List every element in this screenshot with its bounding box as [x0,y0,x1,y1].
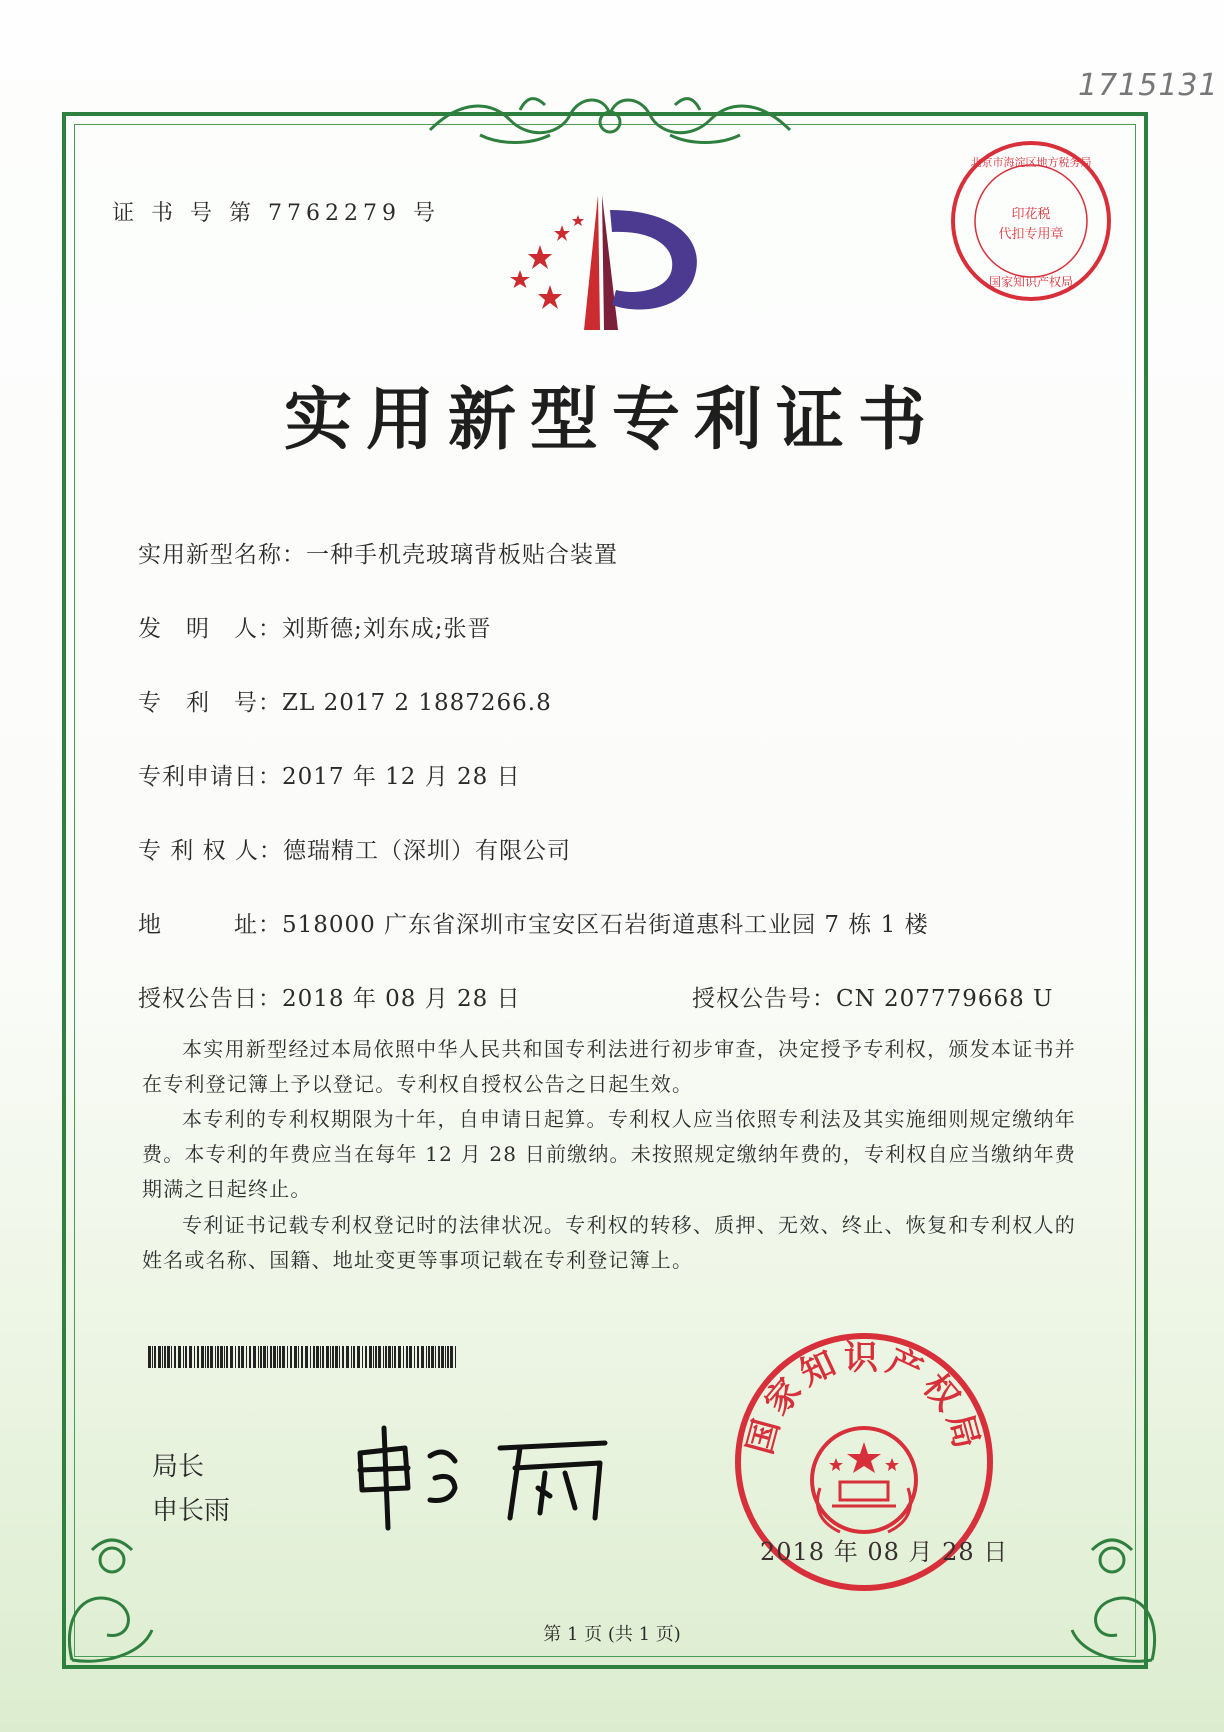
field-patentee [138,832,571,865]
barcode-bar [320,1346,321,1368]
top-ornament-icon [420,80,800,150]
field-value: 2018 年 08 月 28 日 [282,986,521,1012]
barcode-bar [335,1346,338,1368]
barcode-bar [162,1346,163,1368]
barcode-bar [428,1346,430,1368]
barcode-bar [246,1346,247,1368]
barcode-bar [217,1346,219,1368]
barcode-bar [435,1346,436,1368]
certificate-title: 实用新型专利证书 [283,380,940,460]
svg-text:国家知识产权局: 国家知识产权局 [988,275,1074,289]
director-title: 局长 [152,1452,205,1482]
field-label: 专 利 权 人： [138,838,283,864]
patent-office-logo-icon [500,190,710,340]
barcode-bar [383,1346,384,1368]
director-signature [350,1418,620,1538]
field-label: 地 址： [138,912,282,938]
barcode-bar [378,1346,381,1368]
barcode-bar [241,1346,244,1368]
field-grant-announcement-date [138,980,521,1013]
barcode-bar [201,1346,204,1368]
barcode-bar [310,1346,311,1368]
field-filing-date [138,758,521,791]
barcode-bar [158,1346,161,1368]
barcode-bar [183,1346,184,1368]
barcode-bar [167,1346,170,1368]
barcode-bar [455,1346,456,1368]
tax-stamp-seal [948,138,1114,304]
barcode-bar [342,1346,344,1368]
barcode-bar [260,1346,262,1368]
barcode-bar [450,1346,453,1368]
barcode-bar [235,1346,236,1368]
barcode-bar [215,1346,216,1368]
barcode-bar [164,1346,166,1368]
barcode-bar [253,1346,256,1368]
barcode-bar [226,1346,228,1368]
national-emblem-icon [812,1428,916,1532]
barcode-bar [207,1346,209,1368]
barcode-bar [409,1346,412,1368]
barcode-bar [353,1346,355,1368]
barcode-bar [417,1346,419,1368]
barcode-bar [365,1346,367,1368]
barcode-bar [326,1346,329,1368]
barcode [148,1346,458,1368]
barcode-bar [362,1346,363,1368]
barcode-bar [392,1346,393,1368]
seal-ring-text: 国家知识产权局 [740,1337,988,1459]
barcode-bar [357,1346,360,1368]
paragraph-2: 本专利的专利权期限为十年，自申请日起算。专利权人应当依照专利法及其实施细则规定缴纳年费。本专利的年费应当在每年 12 月 28 日前缴纳。未按照规定缴纳年费的，专利权自应当缴纳年费期满之日起终止。 [142,1107,1076,1201]
field-value: ZL 2017 2 1887266.8 [282,690,552,716]
barcode-bar [441,1346,444,1368]
barcode-bar [263,1346,266,1368]
field-utility-model-name [138,536,618,569]
barcode-bar [210,1346,213,1368]
svg-text:印花税: 印花税 [1011,207,1051,222]
corner-ornament-right-icon [1052,1530,1172,1670]
barcode-bar [258,1346,259,1368]
barcode-bar [174,1346,176,1368]
barcode-bar [249,1346,251,1368]
barcode-bar [431,1346,434,1368]
barcode-bar [414,1346,415,1368]
issue-date: 2018 年 08 月 28 日 [760,1538,1009,1566]
paragraph-3: 专利证书记载专利权登记时的法律状况。专利权的转移、质押、无效、终止、恢复和专利权人的姓名或名称、国籍、地址变更等事项记载在专利登记簿上。 [142,1213,1076,1272]
field-value: 德瑞精工（深圳）有限公司 [282,838,571,864]
field-value: 一种手机壳玻璃背板贴合装置 [306,542,618,568]
barcode-bar [290,1346,292,1368]
barcode-bar [152,1346,153,1368]
barcode-bar [194,1346,195,1368]
barcode-bar [148,1346,151,1368]
barcode-bar [375,1346,377,1368]
field-patent-number [138,684,552,717]
field-label: 授权公告日： [138,986,282,1012]
field-label: 授权公告号： [692,986,836,1012]
barcode-bar [322,1346,324,1368]
handwritten-note: 1715131 [1078,68,1219,103]
field-label: 专利申请日： [138,764,282,790]
barcode-bar [373,1346,374,1368]
field-value: CN 207779668 U [836,986,1054,1012]
field-value: 518000 广东省深圳市宝安区石岩街道惠科工业园 7 栋 1 楼 [282,912,929,938]
barcode-bar [185,1346,187,1368]
field-value: 2017 年 12 月 28 日 [282,764,521,790]
barcode-bar [220,1346,223,1368]
field-label: 实用新型名称： [138,542,306,568]
barcode-bar [388,1346,391,1368]
paragraph-1: 本实用新型经过本局依照中华人民共和国专利法进行初步审查，决定授予专利权，颁发本证书并在专利登记簿上予以登记。专利权自授权公告之日起生效。 [142,1037,1076,1096]
corner-ornament-left-icon [52,1530,172,1670]
barcode-bar [238,1346,240,1368]
barcode-bar [406,1346,408,1368]
barcode-bar [421,1346,424,1368]
field-label: 发 明 人： [138,616,282,642]
svg-text:北京市海淀区地方税务局: 北京市海淀区地方税务局 [970,156,1092,169]
barcode-bar [279,1346,281,1368]
barcode-bar [298,1346,299,1368]
barcode-bar [330,1346,331,1368]
barcode-bar [447,1346,449,1368]
barcode-bar [230,1346,233,1368]
barcode-bar [267,1346,268,1368]
field-value: 刘斯德;刘东成;张晋 [282,616,492,642]
field-grant-announcement-number [692,980,1053,1013]
barcode-bar [369,1346,372,1368]
barcode-bar [385,1346,387,1368]
barcode-bar [294,1346,297,1368]
barcode-bar [346,1346,349,1368]
barcode-bar [171,1346,172,1368]
barcode-bar [178,1346,181,1368]
page-indicator: 第 1 页 (共 1 页) [543,1624,681,1645]
barcode-bar [445,1346,446,1368]
barcode-bar [313,1346,315,1368]
barcode-bar [339,1346,340,1368]
barcode-bar [398,1346,401,1368]
svg-text:国家知识产权局 [740,1338,988,1459]
field-label: 专 利 号： [138,690,282,716]
director-name: 申长雨 [152,1496,231,1526]
barcode-bar [273,1346,276,1368]
barcode-bar [205,1346,206,1368]
barcode-bar [426,1346,427,1368]
barcode-bar [316,1346,319,1368]
barcode-bar [154,1346,156,1368]
field-inventor [138,610,492,643]
certificate-number: 证 书 号 第 7762279 号 [112,201,440,226]
barcode-bar [403,1346,404,1368]
barcode-bar [287,1346,288,1368]
barcode-bar [224,1346,225,1368]
barcode-bar [332,1346,334,1368]
barcode-bar [351,1346,352,1368]
barcode-bar [189,1346,192,1368]
field-address [138,906,929,939]
barcode-bar [438,1346,440,1368]
barcode-bar [394,1346,396,1368]
barcode-bar [301,1346,303,1368]
svg-text:代扣专用章: 代扣专用章 [998,227,1064,242]
barcode-bar [305,1346,308,1368]
barcode-bar [197,1346,199,1368]
barcode-bar [277,1346,278,1368]
barcode-bar [282,1346,285,1368]
barcode-bar [270,1346,272,1368]
